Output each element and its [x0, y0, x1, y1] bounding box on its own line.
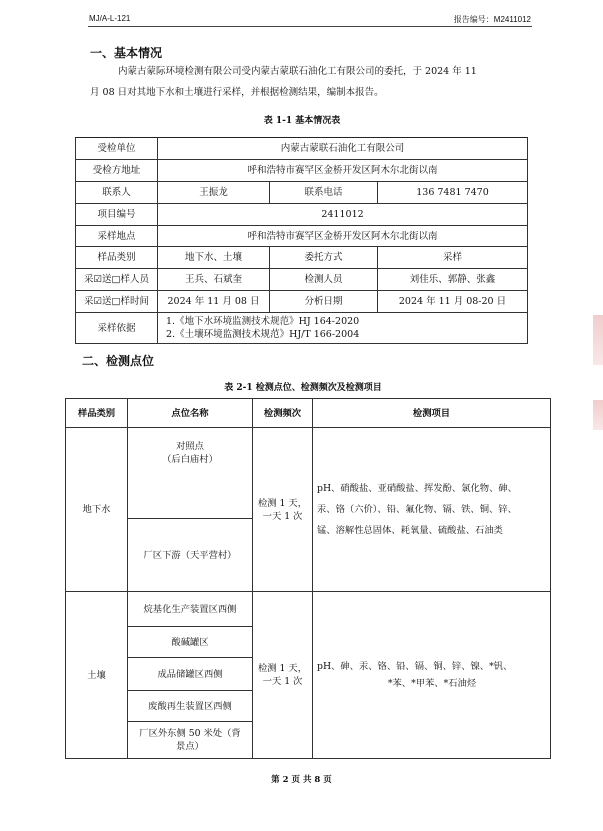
commission-label: 委托方式: [270, 247, 378, 269]
point-name: 对照点: [176, 441, 204, 452]
items-line: 锰、溶解性总固体、耗氧量、硫酸盐、石油类: [317, 525, 503, 536]
groundwater-items: [313, 428, 551, 592]
section-basic-info-title: 一、基本情况: [90, 46, 163, 60]
soil-point-background: [128, 722, 253, 759]
header-rule: [88, 26, 532, 27]
project-value: 2411012: [158, 203, 528, 225]
frequency-line: 检测 1 天，: [257, 663, 307, 674]
point-name: 厂区外东侧 50 米处（背: [139, 728, 241, 739]
groundwater-point-downstream: 厂区下游（天平营村）: [128, 519, 253, 592]
header-sample-type: 样品类别: [66, 399, 128, 428]
table-row: [76, 159, 528, 181]
client-label: 受检单位: [76, 138, 158, 160]
soil-category: 土壤: [66, 592, 128, 759]
point-name-detail: （后白庙村）: [162, 454, 218, 465]
seal-edge-mark: [593, 400, 603, 430]
address-label: 受检方地址: [76, 159, 158, 181]
header-frequency: 检测频次: [253, 399, 313, 428]
page-number: 第 2 页 共 8 页: [271, 775, 332, 785]
intro-line-1: 内蒙古蒙际环境检测有限公司受内蒙古蒙联石油化工有限公司的委托，于 2024 年 11: [118, 66, 477, 77]
items-line: *苯、*甲苯、*石油烃: [387, 678, 477, 689]
items-line: 汞、铬（六价）、铅、氟化物、镉、铁、铜、锌、: [317, 504, 517, 515]
site-value: 呼和浩特市赛罕区金桥开发区阿木尔北街以南: [158, 225, 528, 247]
commission-value: 采样: [378, 247, 528, 269]
sample-time-label: 采☑送□样时间: [76, 291, 158, 313]
soil-items: [313, 592, 551, 759]
table-row: [66, 592, 551, 627]
address-value: 呼和浩特市赛罕区金桥开发区阿木尔北街以南: [158, 159, 528, 181]
basis-value: [158, 313, 528, 344]
header-items: 检测项目: [313, 399, 551, 428]
tester-value: 刘佳乐、郭静、张鑫: [378, 269, 528, 291]
groundwater-frequency: [253, 428, 313, 592]
basic-info-table: [75, 137, 528, 344]
soil-point: 废酸再生装置区西侧: [128, 691, 253, 722]
table-row: [76, 291, 528, 313]
table-row: [76, 269, 528, 291]
point-name-detail: 景点）: [176, 741, 204, 752]
table1-caption: 表 1-1 基本情况表: [263, 116, 341, 126]
tester-label: 检测人员: [270, 269, 378, 291]
analysis-date-value: 2024 年 11 月 08-20 日: [378, 291, 528, 313]
groundwater-point-control: [128, 428, 253, 519]
sample-type-label: 样品类别: [76, 247, 158, 269]
soil-point: 烷基化生产装置区西侧: [128, 592, 253, 627]
section-monitoring-points-title: 二、检测点位: [82, 354, 155, 368]
frequency-line: 一天 1 次: [262, 510, 303, 522]
soil-point: 酸碱罐区: [128, 627, 253, 658]
table-row: [76, 181, 528, 203]
seal-edge-mark: [593, 315, 603, 365]
monitoring-points-table: [65, 398, 551, 759]
table-row: [76, 313, 528, 344]
phone-value: 136 7481 7470: [378, 181, 528, 203]
project-label: 项目编号: [76, 203, 158, 225]
contact-value: 王振龙: [158, 181, 270, 203]
table-row: [66, 428, 551, 519]
intro-line-2: 月 08 日对其地下水和土壤进行采样，并根据检测结果，编制本报告。: [90, 87, 384, 98]
items-line: pH、硝酸盐、亚硝酸盐、挥发酚、氯化物、砷、: [317, 483, 517, 494]
soil-point: 成品储罐区西侧: [128, 658, 253, 691]
sampler-label: 采☑送□样人员: [76, 269, 158, 291]
frequency-line: 检测 1 天，: [257, 497, 307, 509]
phone-label: 联系电话: [270, 181, 378, 203]
frequency-line: 一天 1 次: [262, 676, 303, 687]
document-code: MJ/A-L-121: [89, 14, 131, 23]
table-header-row: [66, 399, 551, 428]
table-row: [76, 225, 528, 247]
site-label: 采样地点: [76, 225, 158, 247]
table-row: [76, 203, 528, 225]
sample-type-value: 地下水、土壤: [158, 247, 270, 269]
table-row: [76, 138, 528, 160]
contact-label: 联系人: [76, 181, 158, 203]
sampler-value: 王兵、石斌奎: [158, 269, 270, 291]
analysis-date-label: 分析日期: [270, 291, 378, 313]
basis-standard-2: 2.《土壤环境监测技术规范》HJ/T 166-2004: [166, 329, 360, 341]
header-point-name: 点位名称: [128, 399, 253, 428]
groundwater-category: 地下水: [66, 428, 128, 592]
table-row: [76, 247, 528, 269]
basis-label: 采样依据: [76, 313, 158, 344]
sample-time-value: 2024 年 11 月 08 日: [158, 291, 270, 313]
report-number: 报告编号：M2411012: [453, 15, 531, 24]
basis-standard-1: 1.《地下水环境监测技术规范》HJ 164-2020: [166, 316, 360, 328]
table2-caption: 表 2-1 检测点位、检测频次及检测项目: [224, 383, 382, 393]
soil-frequency: [253, 592, 313, 759]
items-line: pH、砷、汞、铬、铅、镉、铜、锌、镍、*钒、: [317, 661, 513, 672]
client-value: 内蒙古蒙联石油化工有限公司: [158, 138, 528, 160]
